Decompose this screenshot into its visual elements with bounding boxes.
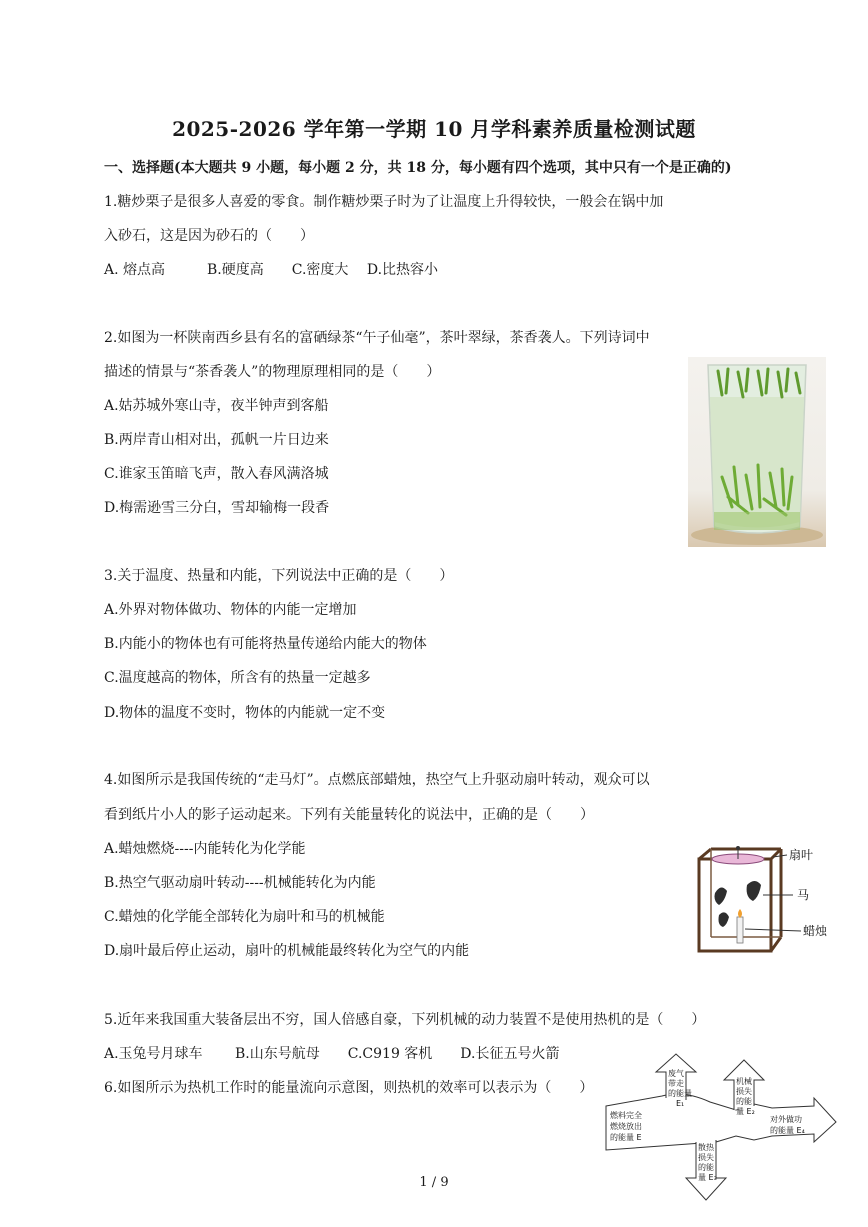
q4-option-d: D.扇叶最后停止运动，扇叶的机械能最终转化为空气的内能 xyxy=(104,943,470,959)
q1-options: A. 熔点高 B.硬度高 C.密度大 D.比热容小 xyxy=(104,262,439,278)
revolving-lantern-figure xyxy=(693,845,833,957)
page-number: 1 / 9 xyxy=(419,1175,449,1190)
exhaust-line1: 废气 xyxy=(668,1069,684,1078)
q6-stem: 6.如图所示为热机工作时的能量流向示意图，则热机的效率可以表示为（ ） xyxy=(104,1080,594,1096)
q2-option-d: D.梅需逊雪三分白，雪却输梅一段香 xyxy=(104,500,330,516)
mech-loss-line4: 量 E₂ xyxy=(736,1107,755,1116)
input-line1: 燃料完全 xyxy=(610,1111,642,1120)
q4-stem-line2: 看到纸片小人的影子运动起来。下列有关能量转化的说法中，正确的是（ ） xyxy=(104,807,594,823)
mech-loss-line2: 损失 xyxy=(736,1087,752,1096)
q3-option-b: B.内能小的物体也有可能将热量传递给内能大的物体 xyxy=(104,636,427,652)
q1-stem-line1: 1.糖炒栗子是很多人喜爱的零食。制作糖炒栗子时为了让温度上升得较快，一般会在锅中加 xyxy=(104,194,664,210)
mech-loss-line1: 机械 xyxy=(736,1077,752,1086)
label-candle: 蜡烛 xyxy=(803,924,828,938)
input-line2: 燃烧放出 xyxy=(610,1122,642,1131)
q4-option-b: B.热空气驱动扇叶转动----机械能转化为内能 xyxy=(104,875,376,891)
q2-option-c: C.谁家玉笛暗飞声，散入春风满洛城 xyxy=(104,466,329,482)
heat-loss-line3: 的能 xyxy=(698,1163,714,1172)
q2-stem-line1: 2.如图为一杯陕南西乡县有名的富硒绿茶“午子仙毫”，茶叶翠绿，茶香袭人。下列诗词中 xyxy=(104,330,650,346)
heat-loss-line2: 损失 xyxy=(698,1153,714,1162)
q4-option-a: A.蜡烛燃烧----内能转化为化学能 xyxy=(104,841,306,857)
exhaust-line4: E₁ xyxy=(676,1099,685,1108)
green-tea-glass-image xyxy=(688,357,826,547)
q4-option-c: C.蜡烛的化学能全部转化为扇叶和马的机械能 xyxy=(104,909,385,925)
q3-stem: 3.关于温度、热量和内能，下列说法中正确的是（ ） xyxy=(104,568,454,584)
q3-option-c: C.温度越高的物体，所含有的热量一定越多 xyxy=(104,670,371,686)
q1-stem-line2: 入砂石，这是因为砂石的（ ） xyxy=(104,228,314,244)
q5-stem: 5.近年来我国重大装备层出不穷，国人倍感自豪，下列机械的动力装置不是使用热机的是（ ） xyxy=(104,1012,706,1028)
label-fan: 扇叶 xyxy=(789,848,814,862)
exhaust-line3: 的能量 xyxy=(668,1089,692,1098)
exhaust-line2: 带走 xyxy=(668,1079,684,1088)
mech-loss-line3: 的能 xyxy=(736,1097,752,1106)
section-heading: 一、选择题(本大题共 9 小题，每小题 2 分，共 18 分，每小题有四个选项，其中只有一个是正确的) xyxy=(104,160,732,176)
q3-option-a: A.外界对物体做功、物体的内能一定增加 xyxy=(104,602,357,618)
work-line1: 对外做功 xyxy=(770,1115,802,1124)
label-horse: 马 xyxy=(797,888,810,902)
heat-loss-line4: 量 E₃ xyxy=(698,1173,717,1182)
q4-stem-line1: 4.如图所示是我国传统的“走马灯”。点燃底部蜡烛，热空气上升驱动扇叶转动，观众可以 xyxy=(104,772,650,788)
q3-option-d: D.物体的温度不变时，物体的内能就一定不变 xyxy=(104,705,386,721)
input-line3: 的能量 E xyxy=(610,1133,642,1142)
heat-loss-line1: 散热 xyxy=(698,1143,714,1152)
q5-options: A.玉兔号月球车 B.山东号航母 C.C919 客机 D.长征五号火箭 xyxy=(104,1046,560,1062)
exam-title: 2025-2026 学年第一学期 10 月学科素养质量检测试题 xyxy=(172,117,696,141)
q2-option-a: A.姑苏城外寒山寺，夜半钟声到客船 xyxy=(104,398,329,414)
q2-stem-line2: 描述的情景与“茶香袭人”的物理原理相同的是（ ） xyxy=(104,364,441,380)
work-line2: 的能量 E₄ xyxy=(770,1126,805,1135)
q2-option-b: B.两岸青山相对出，孤帆一片日边来 xyxy=(104,432,329,448)
